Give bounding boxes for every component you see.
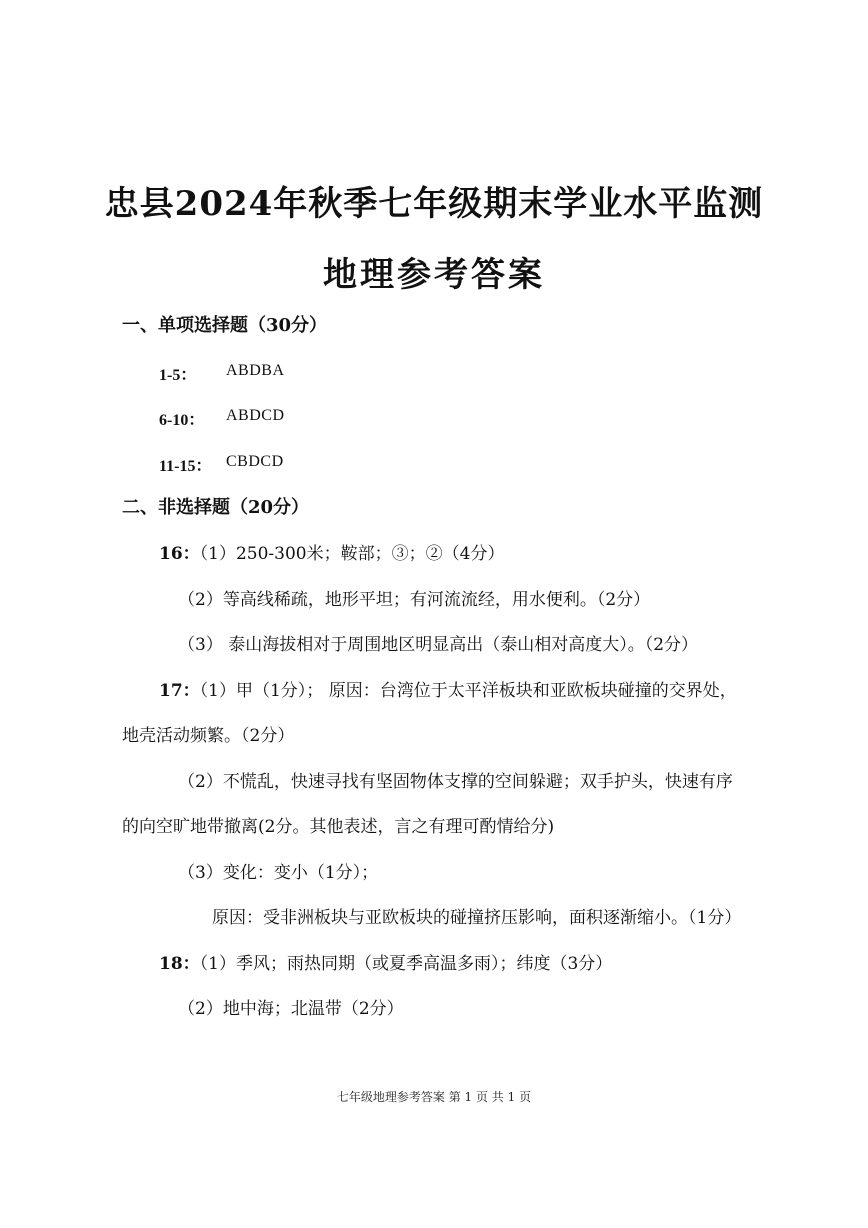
- answer-text: （1）季风；雨热同期（或夏季高温多雨）；纬度（3分）: [199, 954, 613, 974]
- question-number: 17：: [159, 681, 200, 701]
- answer-line-17-3: （3）变化：变小（1分）；: [178, 863, 379, 883]
- mc-row-label: 6-10：: [159, 412, 205, 429]
- mc-row-label: 11-15：: [159, 458, 212, 475]
- answer-line-17-2: （2）不慌乱，快速寻找有坚固物体支撑的空间躲避；双手护头，快速有序: [178, 772, 733, 792]
- page-footer: 七年级地理参考答案 第 1 页 共 1 页: [336, 1090, 532, 1104]
- answer-line-18-1: [159, 952, 612, 976]
- answer-line-16-1: [159, 542, 504, 566]
- answer-line-16-3: （3） 泰山海拔相对于周围地区明显高出（泰山相对高度大）。（2分）: [178, 635, 699, 655]
- answer-line-17-1: [159, 679, 737, 703]
- mc-row-answers: ABDCD: [226, 407, 285, 424]
- answer-line-17-1-cont: 地壳活动频繁。（2分）: [122, 726, 295, 746]
- document-title: 忠县2024年秋季七年级期末学业水平监测: [104, 184, 764, 224]
- answer-line-17-2-cont: 的向空旷地带撤离(2分。其他表述，言之有理可酌情给分): [122, 817, 555, 837]
- section-heading-multiple-choice: 一、单项选择题（30分）: [122, 315, 328, 336]
- answer-line-18-2: （2）地中海；北温带（2分）: [178, 999, 404, 1019]
- answer-line-17-3-reason: 原因：受非洲板块与亚欧板块的碰撞挤压影响，面积逐渐缩小。（1分）: [212, 908, 742, 928]
- mc-row-answers: ABDBA: [226, 362, 285, 379]
- document-subtitle: 地理参考答案: [323, 255, 545, 295]
- answer-text: （1）甲（1分）； 原因：台湾位于太平洋板块和亚欧板块碰撞的交界处，: [199, 681, 737, 701]
- question-number: 16：: [159, 544, 200, 564]
- answer-text: （1）250-300米；鞍部；③；②（4分）: [199, 544, 505, 564]
- mc-row-answers: CBDCD: [226, 453, 284, 470]
- section-heading-non-choice: 二、非选择题（20分）: [122, 497, 310, 518]
- mc-row-label: 1-5：: [159, 367, 197, 384]
- question-number: 18：: [159, 954, 200, 974]
- answer-line-16-2: （2）等高线稀疏，地形平坦；有河流流经，用水便利。（2分）: [178, 590, 651, 610]
